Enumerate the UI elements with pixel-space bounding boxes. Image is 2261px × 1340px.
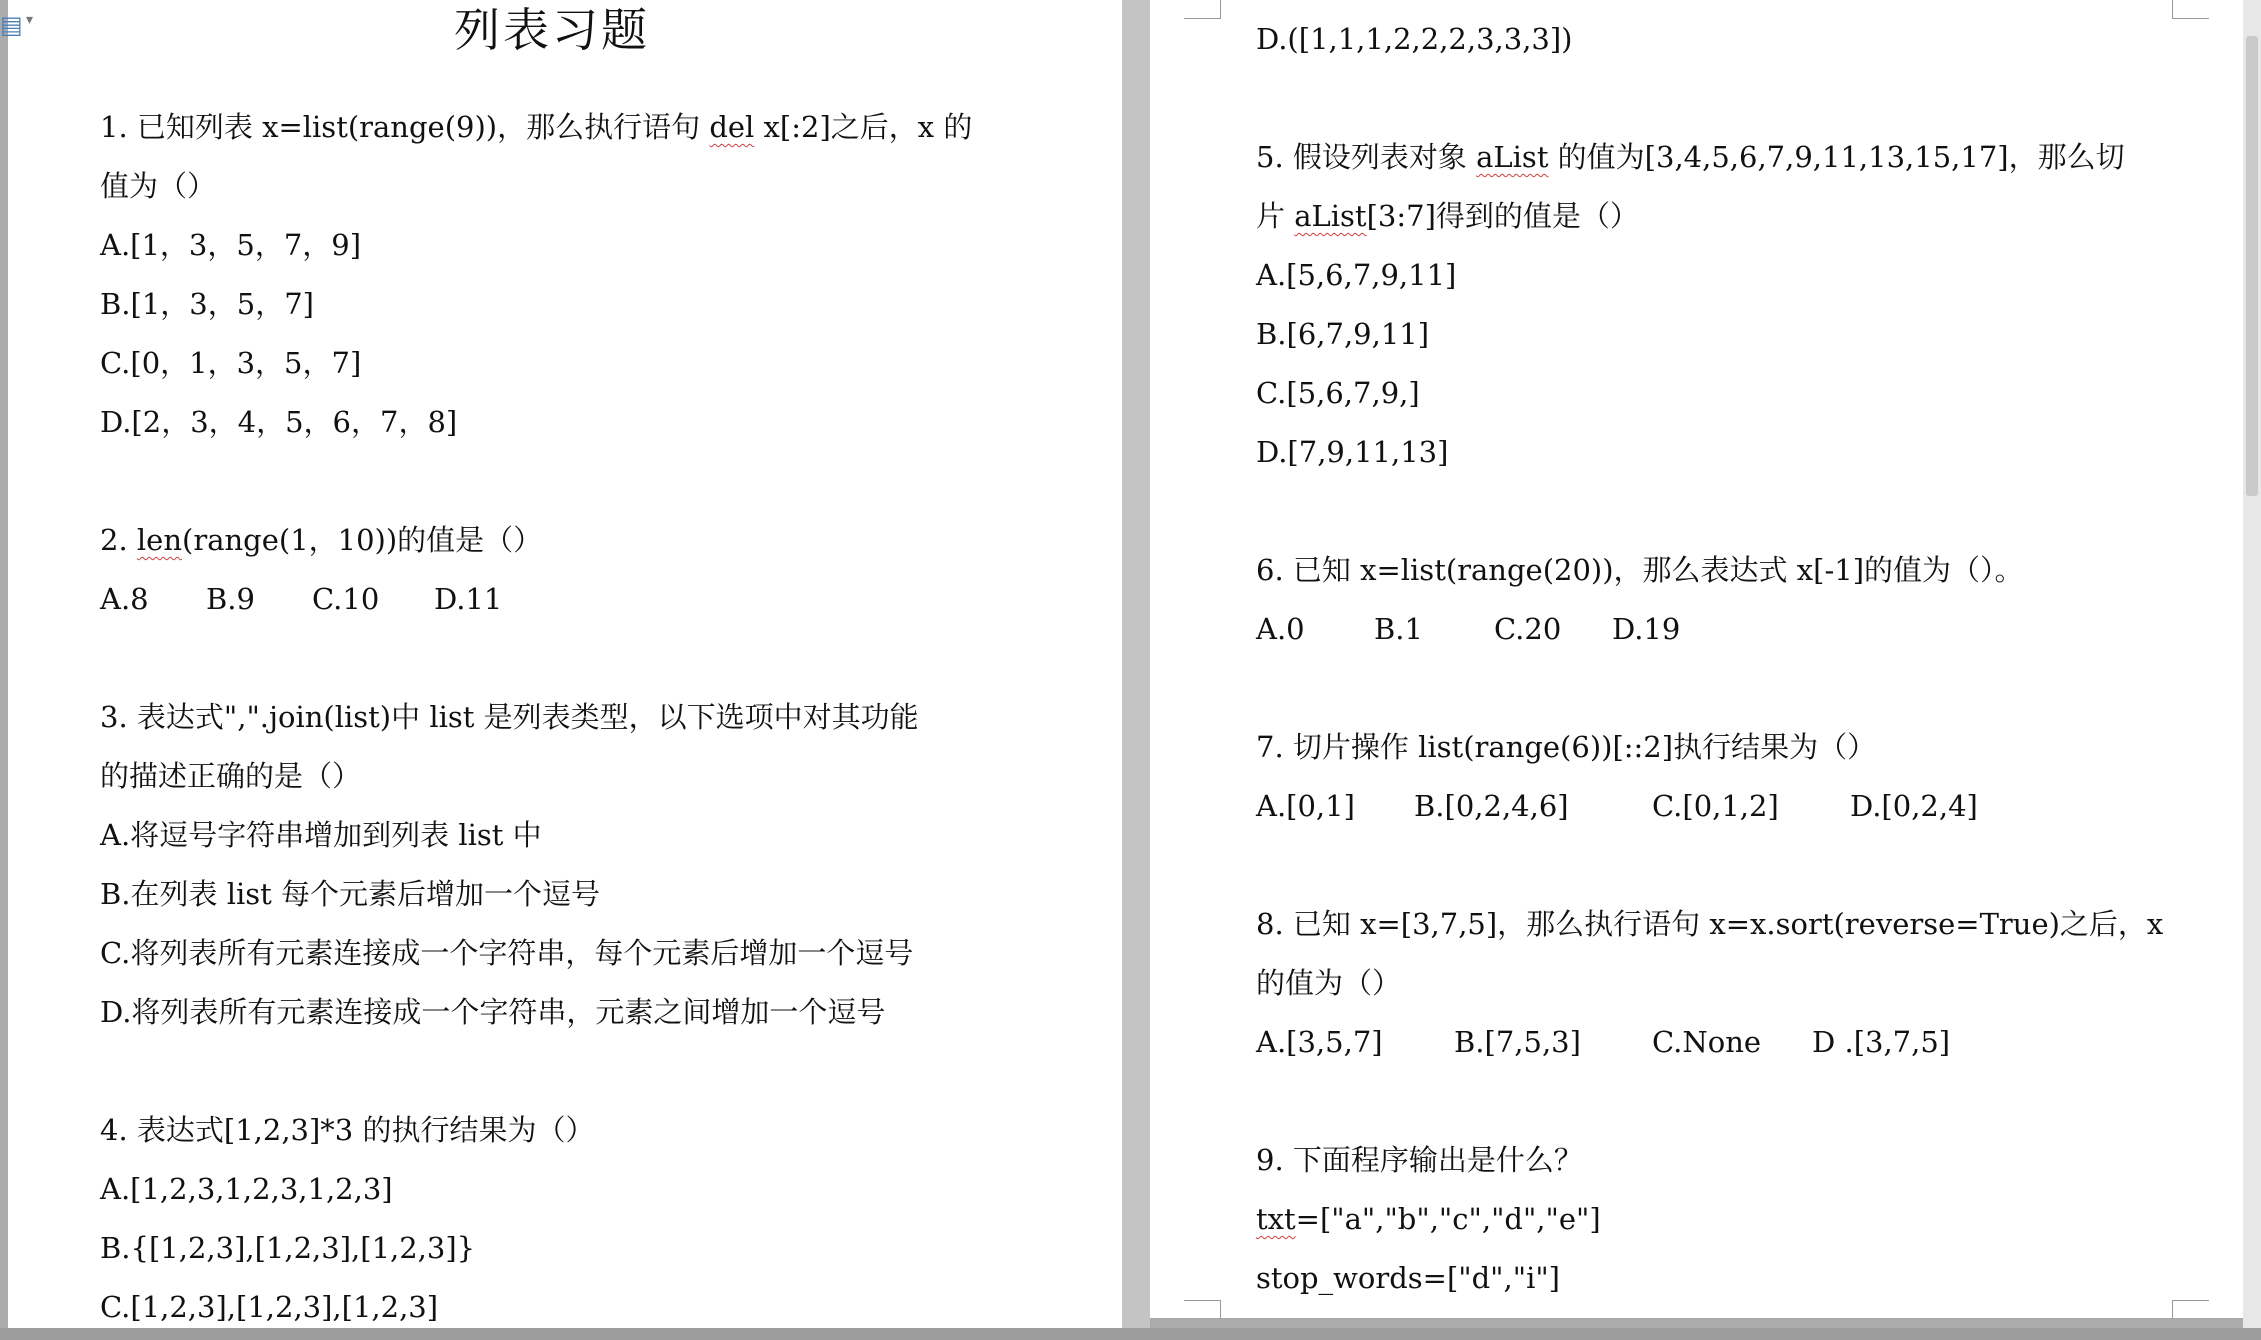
option-a: A.[1,2,3,1,2,3,1,2,3] <box>100 1172 393 1206</box>
option-b: B.[1，3，5，7] <box>100 287 314 321</box>
option-c: C.[1,2,3],[1,2,3],[1,2,3] <box>100 1290 439 1324</box>
question-5-text: 5. 假设列表对象 aList 的值为[3,4,5,6,7,9,11,13,15,17]，那么切 <box>1256 140 2125 174</box>
option-d: D .[3,7,5] <box>1812 1025 1951 1059</box>
question-3-text-cont: 的描述正确的是（） <box>100 759 362 793</box>
option-c: C.[0，1，3，5，7] <box>100 346 362 380</box>
option-d: D.[7,9,11,13] <box>1256 435 1449 469</box>
option-b: B.在列表 list 每个元素后增加一个逗号 <box>100 877 601 911</box>
option-b: B.{[1,2,3],[1,2,3],[1,2,3]} <box>100 1231 476 1265</box>
option-a: A.[5,6,7,9,11] <box>1256 258 1457 292</box>
question-4-text: 4. 表达式[1,2,3]*3 的执行结果为（） <box>100 1113 595 1147</box>
question-1-text-cont: 值为（） <box>100 169 217 203</box>
option-a: A.[1，3，5，7，9] <box>100 228 362 262</box>
spellcheck-word[interactable]: len <box>136 523 183 557</box>
document-title: 列表习题 <box>454 3 650 57</box>
option-d: D.([1,1,1,2,2,2,3,3,3]) <box>1256 22 1573 56</box>
scrollbar-thumb[interactable] <box>2246 36 2258 496</box>
spellcheck-word[interactable]: del <box>709 110 755 144</box>
option-c: C.20 <box>1494 612 1562 646</box>
spellcheck-word[interactable]: txt <box>1256 1202 1296 1236</box>
question-6-options <box>1256 600 2163 659</box>
option-a: A.将逗号字符串增加到列表 list 中 <box>100 818 542 852</box>
option-c: C.将列表所有元素连接成一个字符串，每个元素后增加一个逗号 <box>100 936 914 970</box>
code-line-txt: txt=["a","b","c","d","e"] <box>1256 1202 1601 1236</box>
question-3-text: 3. 表达式",".join(list)中 list 是列表类型，以下选项中对其功能 <box>100 700 919 734</box>
option-d: D.[0,2,4] <box>1850 789 1978 823</box>
option-b: B.[6,7,9,11] <box>1256 317 1430 351</box>
left-column <box>100 98 972 1337</box>
code-line-stop-words: stop_words=["d","i"] <box>1256 1261 1560 1295</box>
question-5-text-cont: 片 aList[3:7]得到的值是（） <box>1256 199 1639 233</box>
page-corner-mark <box>2172 0 2209 19</box>
option-c: C.None <box>1652 1025 1762 1059</box>
page-corner-mark <box>1184 0 1221 19</box>
question-6-text: 6. 已知 x=list(range(20))，那么表达式 x[-1]的值为（）。 <box>1256 553 2024 587</box>
option-d: D.将列表所有元素连接成一个字符串，元素之间增加一个逗号 <box>100 995 886 1029</box>
option-a: A.[0,1] <box>1256 789 1355 823</box>
option-d: D.11 <box>434 582 503 616</box>
option-b: B.1 <box>1374 612 1423 646</box>
option-b: B.9 <box>206 582 255 616</box>
page-corner-mark <box>2172 1300 2209 1319</box>
page-corner-mark <box>1184 1300 1221 1319</box>
right-column <box>1256 10 2163 1308</box>
option-a: A.8 <box>100 582 149 616</box>
question-2-options <box>100 570 972 629</box>
question-7-text: 7. 切片操作 list(range(6))[::2]执行结果为（） <box>1256 730 1877 764</box>
question-2-text: 2. len(range(1，10))的值是（） <box>100 523 543 557</box>
question-7-options <box>1256 777 2163 836</box>
spellcheck-word[interactable]: aList <box>1476 140 1549 174</box>
spellcheck-word[interactable]: aList <box>1294 199 1367 233</box>
option-d: D.[2，3，4，5，6，7，8] <box>100 405 458 439</box>
option-b: B.[0,2,4,6] <box>1414 789 1569 823</box>
chevron-down-icon[interactable]: ▾ <box>26 12 34 28</box>
question-1-text: 1. 已知列表 x=list(range(9))，那么执行语句 del x[:2]之后，x 的 <box>100 110 973 144</box>
option-b: B.[7,5,3] <box>1454 1025 1581 1059</box>
option-a: A.0 <box>1256 612 1305 646</box>
question-8-text: 8. 已知 x=[3,7,5]，那么执行语句 x=x.sort(reverse=True)之后，x <box>1256 907 2164 941</box>
question-8-options <box>1256 1013 2163 1072</box>
option-d: D.19 <box>1612 612 1681 646</box>
option-a: A.[3,5,7] <box>1256 1025 1383 1059</box>
question-9-text: 9. 下面程序输出是什么？ <box>1256 1143 1583 1177</box>
question-8-text-cont: 的值为（） <box>1256 966 1402 1000</box>
option-c: C.10 <box>312 582 380 616</box>
page-gap <box>1122 0 1150 1340</box>
document-icon[interactable]: ▤ <box>0 11 23 39</box>
option-c: C.[5,6,7,9,] <box>1256 376 1420 410</box>
option-c: C.[0,1,2] <box>1652 789 1779 823</box>
